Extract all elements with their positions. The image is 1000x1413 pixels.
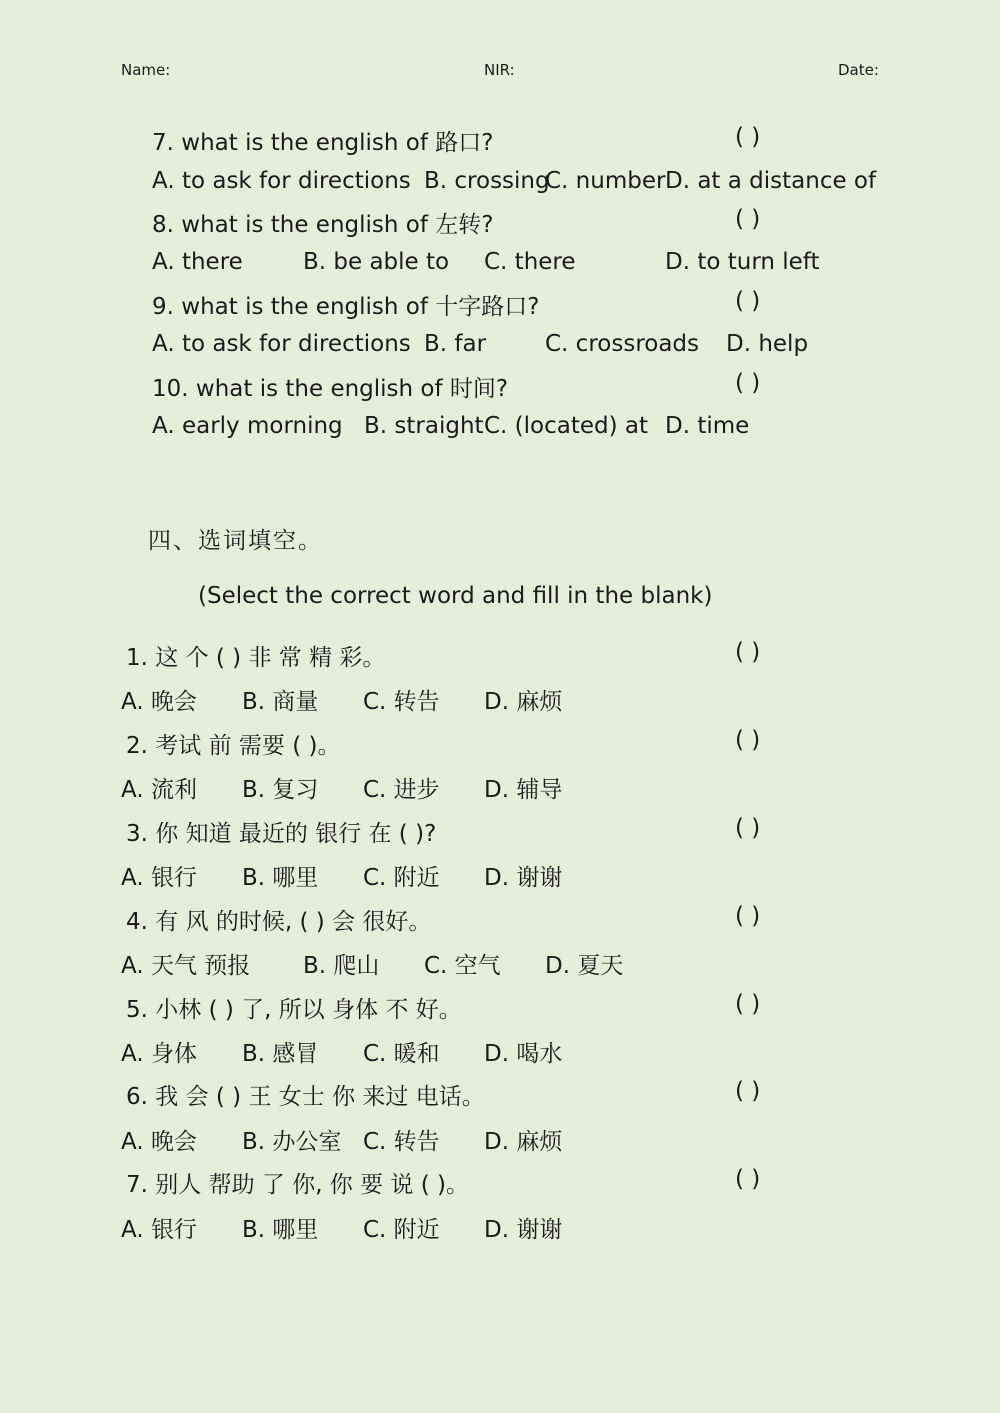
option-c: C. 转告	[363, 1129, 440, 1155]
question-text: 1. 这 个 ( ) 非 常 精 彩。	[126, 645, 386, 671]
answer-blank[interactable]: ( )	[735, 206, 761, 232]
question-text: 10. what is the english of 时间?	[152, 376, 509, 402]
option-a: A. 身体	[121, 1041, 197, 1067]
name-label: Name:	[121, 61, 171, 79]
option-d: D. 麻烦	[484, 1129, 563, 1155]
option-a: A. 晚会	[121, 689, 197, 715]
option-d: D. time	[665, 413, 750, 439]
answer-blank[interactable]: ( )	[735, 903, 761, 929]
option-a: A. early morning	[152, 413, 343, 439]
option-b: B. crossing	[424, 168, 550, 194]
option-d: D. 谢谢	[484, 865, 563, 891]
question-text: 4. 有 风 的时候, ( ) 会 很好。	[126, 909, 432, 935]
answer-blank[interactable]: ( )	[735, 639, 761, 665]
option-b: B. 办公室	[242, 1129, 342, 1155]
option-d: D. 辅导	[484, 777, 563, 803]
option-d: D. 谢谢	[484, 1217, 563, 1243]
option-c: C. 附近	[363, 865, 440, 891]
option-d: D. help	[726, 331, 809, 357]
question-text: 8. what is the english of 左转?	[152, 212, 494, 238]
option-b: B. 爬山	[303, 953, 380, 979]
option-a: A. 天气 预报	[121, 953, 251, 979]
option-c: C. 转告	[363, 689, 440, 715]
answer-blank[interactable]: ( )	[735, 727, 761, 753]
option-b: B. 感冒	[242, 1041, 319, 1067]
option-a: A. 晚会	[121, 1129, 197, 1155]
option-a: A. to ask for directions	[152, 331, 411, 357]
question-text: 3. 你 知道 最近的 银行 在 ( )?	[126, 821, 437, 847]
answer-blank[interactable]: ( )	[735, 1078, 761, 1104]
option-a: A. 银行	[121, 1217, 197, 1243]
answer-blank[interactable]: ( )	[735, 1166, 761, 1192]
answer-blank[interactable]: ( )	[735, 991, 761, 1017]
option-d: D. 夏天	[545, 953, 624, 979]
option-a: A. 银行	[121, 865, 197, 891]
option-c: C. 暖和	[363, 1041, 440, 1067]
option-c: C. there	[484, 249, 576, 275]
option-c: C. 附近	[363, 1217, 440, 1243]
answer-blank[interactable]: ( )	[735, 124, 761, 150]
option-b: B. far	[424, 331, 487, 357]
option-d: D. at a distance of	[665, 168, 877, 194]
option-b: B. straight	[364, 413, 484, 439]
option-a: A. there	[152, 249, 243, 275]
option-d: D. to turn left	[665, 249, 820, 275]
option-a: A. 流利	[121, 777, 197, 803]
option-c: C. 空气	[424, 953, 501, 979]
option-c: C. (located) at	[484, 413, 649, 439]
question-text: 5. 小林 ( ) 了, 所以 身体 不 好。	[126, 997, 462, 1023]
option-b: B. 哪里	[242, 1217, 319, 1243]
option-b: B. 哪里	[242, 865, 319, 891]
option-c: C. crossroads	[545, 331, 700, 357]
nir-label: NIR:	[484, 61, 515, 79]
answer-blank[interactable]: ( )	[735, 370, 761, 396]
section-title: 四、选词填空。	[148, 528, 323, 554]
option-d: D. 喝水	[484, 1041, 563, 1067]
answer-blank[interactable]: ( )	[735, 288, 761, 314]
option-c: C. 进步	[363, 777, 440, 803]
option-c: C. number	[545, 168, 666, 194]
question-text: 6. 我 会 ( ) 王 女士 你 来过 电话。	[126, 1084, 485, 1110]
question-text: 7. 别人 帮助 了 你, 你 要 说 ( )。	[126, 1172, 470, 1198]
option-d: D. 麻烦	[484, 689, 563, 715]
option-b: B. 商量	[242, 689, 319, 715]
option-a: A. to ask for directions	[152, 168, 411, 194]
option-b: B. 复习	[242, 777, 319, 803]
answer-blank[interactable]: ( )	[735, 815, 761, 841]
question-text: 7. what is the english of 路口?	[152, 130, 494, 156]
question-text: 9. what is the english of 十字路口?	[152, 294, 540, 320]
option-b: B. be able to	[303, 249, 450, 275]
date-label: Date:	[838, 61, 879, 79]
question-text: 2. 考试 前 需要 ( )。	[126, 733, 341, 759]
section-instruction: (Select the correct word and fill in the blank)	[198, 583, 713, 609]
